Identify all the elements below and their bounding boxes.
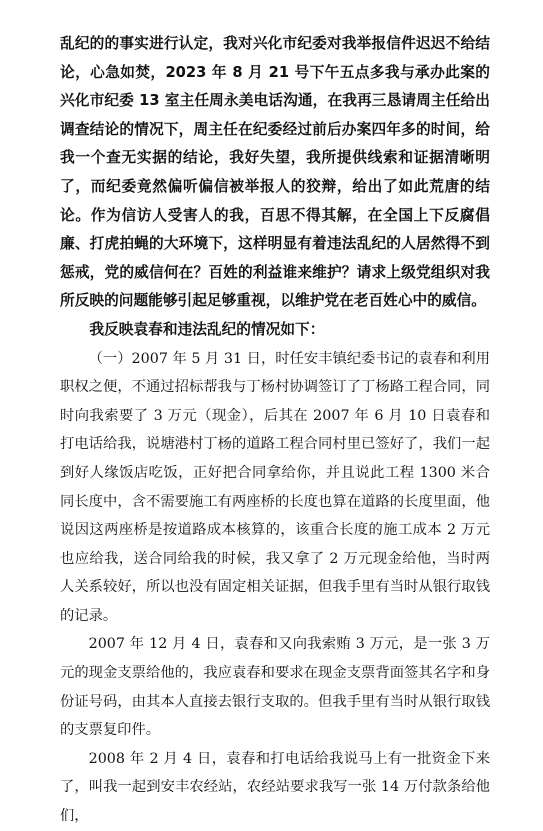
body-paragraph-3: 2008 年 2 月 4 日，袁春和打电话给我说马上有一批资金下来了，叫我一起到安丰农经站，农经站要求我写一张 14 万付款条给他们， [60, 750, 490, 825]
document-body [60, 30, 490, 831]
opening-paragraph: 乱纪的的事实进行认定，我对兴化市纪委对我举报信件迟迟不给结论，心急如焚，2023 年 8 月 21 号下午五点多我与承办此案的兴化市纪委 13 室主任周永美电话沟通，在我再三恳请周主任给出调查结论的情况下，周主任在纪委经过前后办案四年多的时间，给我一个查无实据的结论，我好失望，我所提供线索和证据清晰明了，而纪委竟然偏听偏信被举报人的狡辩，给出了如此荒唐的结论。作为信访人受害人的我，百思不得其解，在全国上下反腐倡廉、打虎拍蝇的大环境下，这样明显有着违法乱纪的人居然得不到惩戒，党的威信何在？百姓的利益谁来维护？请求上级党组织对我所反映的问题能够引起足够重视，以维护党在老百姓心中的威信。 [60, 35, 490, 310]
section-heading: 我反映袁春和违法乱纪的情况如下： [89, 320, 325, 338]
body-paragraph-2: 2007 年 12 月 4 日，袁春和又向我索贿 3 万元，是一张 3 万元的现金支票给他的，我应袁春和要求在现金支票背面签其名字和身份证号码，由其本人直接去银行支取的。但我手里有当时从银行取钱的支票复印件。 [60, 636, 490, 739]
body-paragraph-1: （一）2007 年 5 月 31 日，时任安丰镇纪委书记的袁春和利用职权之便，不通过招标帮我与丁杨村协调签订了丁杨路工程合同，同时向我索要了 3 万元（现金），后其在 2007 年 6 月 10 日袁春和打电话给我，说塘港村丁杨的道路工程合同村里已签好了，我们一起到好人缘饭店吃饭，正好把合同拿给你，并且说此工程 1300 米合同长度中，含不需要施工有两座桥的长度也算在道路的长度里面，他说因这两座桥是按道路成本核算的，该重合长度的施工成本 2 万元也应给我，送合同给我的时候，我又拿了 2 万元现金给他，当时两人关系较好，所以也没有固定相关证据，但我手里有当时从银行取钱的记录。 [60, 350, 490, 624]
